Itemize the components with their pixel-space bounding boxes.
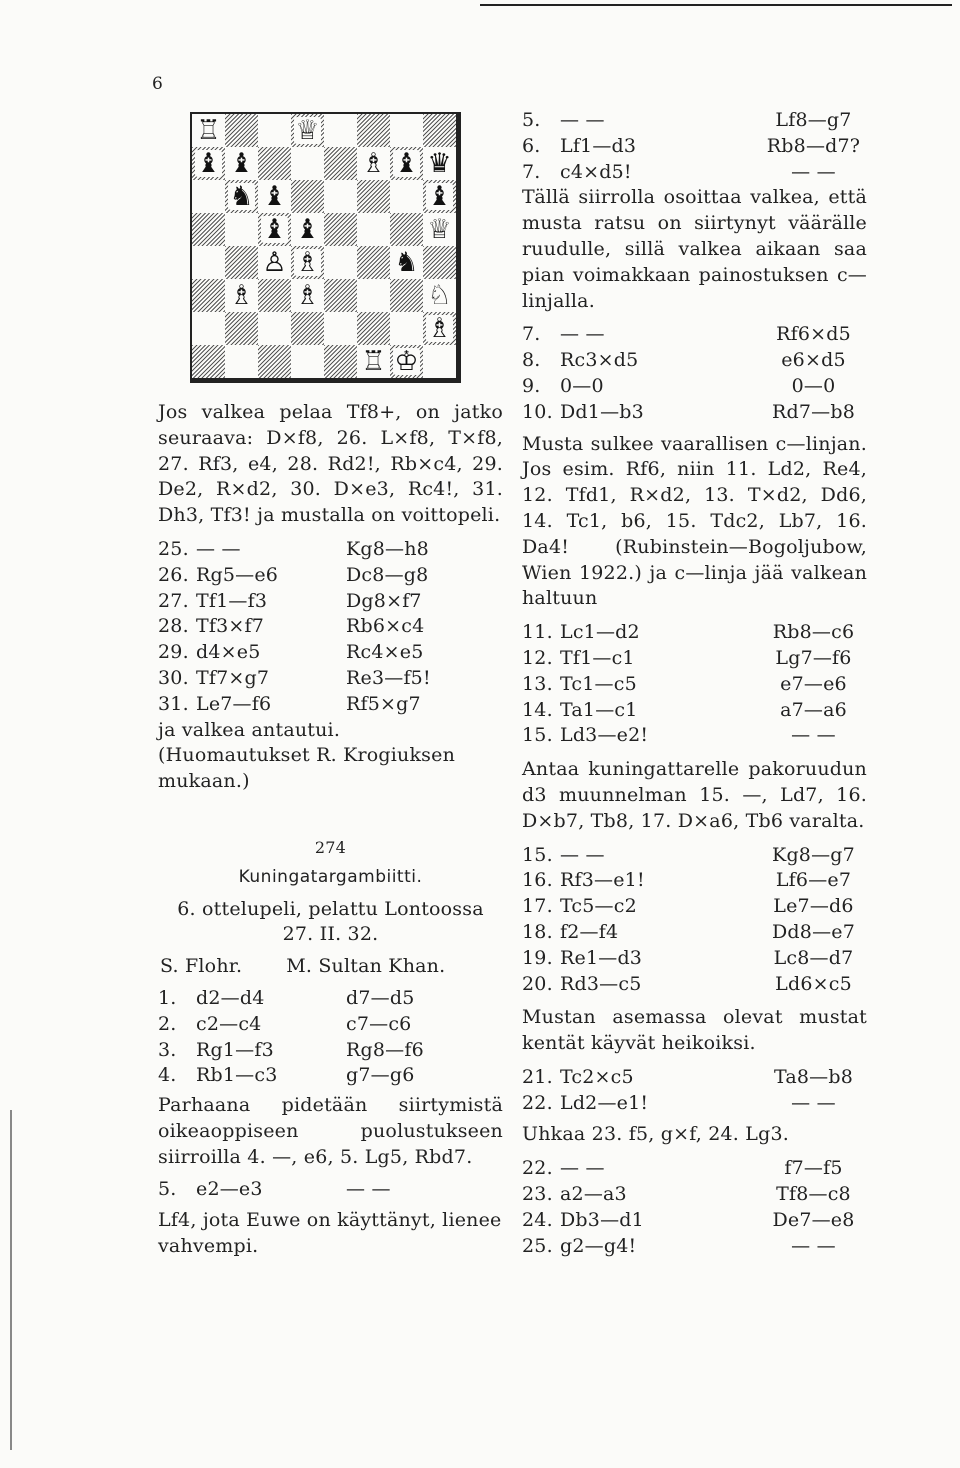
black-move: c7—c6: [346, 1012, 412, 1035]
white-move: Lc1—d2: [560, 621, 640, 644]
black-move: Dg8×f7: [346, 589, 422, 612]
chess-piece-icon: ♙: [262, 247, 287, 278]
move-row: [522, 920, 867, 946]
move-row: [522, 1208, 867, 1234]
move-number: 19.: [522, 946, 553, 969]
chess-piece-icon: ♝: [262, 181, 287, 212]
move-row: [158, 640, 503, 666]
move-number: 5.: [158, 1177, 177, 1200]
board-square: [390, 279, 423, 312]
black-move: Lg7—f6: [775, 646, 852, 669]
black-move: Rb8—c6: [772, 621, 855, 644]
result-text: ja valkea antautui.: [158, 718, 341, 741]
white-move: a2—a3: [560, 1183, 627, 1206]
opening-title: Kuningatargambiitti.: [238, 866, 423, 887]
move-number: 25.: [158, 537, 189, 560]
black-move: Rb6×c4: [346, 615, 425, 638]
black-move: Rf6×d5: [776, 323, 851, 346]
board-square: [357, 213, 390, 246]
board-square: [324, 147, 357, 180]
board-square: [291, 147, 324, 180]
move-row: [522, 400, 867, 426]
board-square: [423, 279, 456, 312]
board-square: [258, 213, 291, 246]
white-move: 0—0: [560, 374, 604, 397]
move-number: 30.: [158, 666, 189, 689]
black-move: Dc8—g8: [346, 563, 429, 586]
white-move: Tf1—c1: [560, 646, 635, 669]
move-number: 20.: [522, 972, 553, 995]
chess-piece-icon: ♝: [394, 148, 419, 179]
move-number: 31.: [158, 692, 189, 715]
move-number: 15.: [522, 843, 553, 866]
move-number: 21.: [522, 1065, 553, 1088]
black-move: — —: [346, 1177, 391, 1200]
move-list: [522, 620, 867, 749]
board-square: [357, 114, 390, 147]
board-square: [390, 246, 423, 279]
move-row: [522, 322, 867, 348]
annotation-credit: (Huomautukset R. Krogiuksen mukaan.): [158, 744, 456, 793]
analysis-note: Tällä siirrolla osoittaa valkea, että musta ratsu on siirtynyt väärälle ruudulle, sillä valkea aikaan saa pian voimakkaan painostuksen c—linjalla.: [522, 186, 867, 312]
board-square: [423, 312, 456, 345]
move-number: 7.: [522, 323, 541, 346]
board-square: [258, 345, 291, 378]
move-number: 7.: [522, 160, 541, 183]
move-row: [522, 160, 867, 186]
black-move: 0—0: [791, 374, 836, 397]
board-square: [357, 345, 390, 378]
move-number: 14.: [522, 698, 553, 721]
black-move: Rf5×g7: [346, 692, 421, 715]
white-move: Tc5—c2: [560, 895, 637, 918]
chess-piece-icon: ♘: [427, 280, 452, 311]
move-number: 5.: [522, 109, 541, 131]
move-number: 6.: [522, 134, 541, 157]
chess-piece-icon: ♝: [196, 148, 221, 179]
players: [158, 954, 503, 980]
move-row: [522, 894, 867, 920]
white-move: Ld3—e2!: [560, 724, 649, 747]
board-square: [192, 147, 225, 180]
white-move: Tf3×f7: [196, 615, 265, 638]
move-number: 16.: [522, 869, 553, 892]
black-move: f7—f5: [784, 1157, 843, 1180]
event-line: 6. ottelupeli, pelattu Lontoossa: [177, 897, 484, 920]
move-row: [522, 972, 867, 998]
board-square: [390, 147, 423, 180]
move-row: [522, 868, 867, 894]
board-square: [225, 345, 258, 378]
move-row: [158, 563, 503, 589]
right-column: [522, 108, 867, 1259]
board-square: [324, 180, 357, 213]
move-row: [522, 723, 867, 749]
board-square: [423, 114, 456, 147]
move-number: 28.: [158, 615, 189, 638]
white-move: — —: [560, 323, 605, 346]
black-move: Tf8—c8: [776, 1183, 851, 1206]
move-number: 23.: [522, 1183, 553, 1206]
board-square: [390, 213, 423, 246]
chess-piece-icon: ♗: [361, 148, 386, 179]
black-move: — —: [791, 1091, 836, 1114]
board-square: [423, 345, 456, 378]
black-player: M. Sultan Khan.: [286, 955, 446, 978]
white-move: g2—g4!: [560, 1234, 637, 1257]
move-number: 22.: [522, 1157, 553, 1180]
board-square: [423, 246, 456, 279]
move-number: 8.: [522, 349, 541, 372]
move-row: [522, 1065, 867, 1091]
board-square: [225, 180, 258, 213]
move-list: [522, 108, 867, 185]
black-move: Rg8—f6: [346, 1038, 424, 1061]
chess-piece-icon: ♗: [295, 280, 320, 311]
move-list: [522, 322, 867, 425]
black-move: — —: [791, 160, 836, 183]
white-move: — —: [196, 537, 241, 560]
move-row: [522, 1156, 867, 1182]
move-number: 1.: [158, 986, 177, 1009]
board-square: [423, 180, 456, 213]
black-move: e7—e6: [780, 672, 847, 695]
black-move: e6×d5: [781, 349, 846, 372]
board-square: [423, 147, 456, 180]
move-number: 18.: [522, 920, 553, 943]
chess-piece-icon: ♝: [427, 181, 452, 212]
white-move: Rf3—e1!: [560, 869, 645, 892]
move-number: 2.: [158, 1012, 177, 1035]
white-move: Tc1—c5: [560, 672, 637, 695]
white-move: Tf7×g7: [196, 666, 270, 689]
left-column: [158, 400, 503, 1260]
black-move: Rc4×e5: [346, 641, 424, 664]
move-number: 10.: [522, 400, 553, 423]
move-row: [158, 537, 503, 563]
white-move: Rg1—f3: [196, 1038, 274, 1061]
board-square: [258, 147, 291, 180]
board-square: [225, 279, 258, 312]
white-move: Ta1—c1: [560, 698, 638, 721]
move-row: [522, 1091, 867, 1117]
white-move: — —: [560, 843, 605, 866]
move-row: [158, 589, 503, 615]
board-square: [192, 345, 225, 378]
white-move: Le7—f6: [196, 692, 272, 715]
board-square: [291, 180, 324, 213]
board-square: [357, 279, 390, 312]
white-move: Tf1—f3: [196, 589, 268, 612]
move-row: [522, 946, 867, 972]
black-move: Lf8—g7: [775, 109, 852, 131]
top-rule: [480, 4, 952, 6]
black-move: Lc8—d7: [773, 946, 854, 969]
move-number: 4.: [158, 1064, 177, 1087]
move-row: [522, 348, 867, 374]
move-row: [522, 1234, 867, 1260]
analysis-note: Jos valkea pelaa Tf8+, on jatko seuraava: D×f8, 26. L×f8, T×f8, 27. Rf3, e4, 28. Rd2!, Rb×c4, 29. De2, R×d2, 30. D×e3, Rc4!, 31. Dh3, Tf3! ja mustalla on voittopeli.: [158, 401, 503, 527]
move-number: 26.: [158, 563, 189, 586]
white-move: Tc2×c5: [560, 1065, 634, 1088]
chess-piece-icon: ♔: [394, 346, 419, 377]
black-move: g7—g6: [346, 1064, 415, 1087]
board-square: [390, 180, 423, 213]
move-row: [522, 108, 867, 134]
board-square: [291, 279, 324, 312]
chess-diagram: [190, 112, 461, 383]
board-square: [192, 312, 225, 345]
white-move: Ld2—e1!: [560, 1091, 649, 1114]
board-square: [291, 312, 324, 345]
move-row: [158, 986, 503, 1012]
board-square: [192, 246, 225, 279]
board-square: [324, 312, 357, 345]
analysis-note: Mustan asemassa olevat mustat kentät käyvät heikoiksi.: [522, 1006, 867, 1055]
chess-piece-icon: ♕: [427, 214, 452, 245]
board-square: [357, 312, 390, 345]
black-move: d7—d5: [346, 986, 415, 1009]
game-number: 274: [314, 837, 347, 857]
move-row: [522, 134, 867, 160]
move-row: [158, 1038, 503, 1064]
white-move: Rb1—c3: [196, 1064, 278, 1087]
analysis-note: Antaa kuningattarelle pakoruudun d3 muunnelman 15. —, Ld7, 16. D×b7, Tb8, 17. D×a6, Tb6 varalta.: [522, 758, 867, 832]
chess-piece-icon: ♖: [196, 115, 221, 146]
board-square: [390, 312, 423, 345]
black-move: Rb8—d7?: [766, 134, 861, 157]
board-square: [390, 345, 423, 378]
board-square: [225, 312, 258, 345]
board-square: [324, 114, 357, 147]
white-move: f2—f4: [560, 920, 619, 943]
white-move: e2—e3: [196, 1177, 263, 1200]
board-square: [225, 213, 258, 246]
chess-piece-icon: ♗: [229, 280, 254, 311]
white-move: — —: [560, 109, 605, 131]
black-move: Re3—f5!: [346, 666, 431, 689]
board-square: [324, 213, 357, 246]
analysis-note: Lf4, jota Euwe on käyttänyt, lienee vahvempi.: [158, 1209, 502, 1258]
board-square: [357, 246, 390, 279]
analysis-note: Musta sulkee vaarallisen c—linjan. Jos esim. Rf6, niin 11. Ld2, Re4, 12. Tfd1, R×d2, 13. T×d2, Dd6, 14. Tc1, b6, 15. Tdc2, Lb7, 16. Da4! (Rubinstein—Bogoljubow, Wien 1922.) ja c—linja jää valkean haltuun: [522, 432, 867, 610]
move-number: 27.: [158, 589, 189, 612]
chess-piece-icon: ♝: [295, 214, 320, 245]
margin-rule: [10, 1110, 12, 1450]
move-number: 29.: [158, 641, 189, 664]
move-number: 3.: [158, 1038, 177, 1061]
board-square: [192, 114, 225, 147]
black-move: Dd8—e7: [771, 920, 856, 943]
board-square: [258, 114, 291, 147]
white-move: Rd3—c5: [560, 972, 642, 995]
chess-piece-icon: ♝: [229, 148, 254, 179]
board-square: [324, 345, 357, 378]
move-row: [522, 672, 867, 698]
chess-piece-icon: ♞: [394, 247, 419, 278]
board-square: [291, 246, 324, 279]
white-move: d4×e5: [196, 641, 261, 664]
move-number: 22.: [522, 1091, 553, 1114]
black-move: Rd7—b8: [771, 400, 855, 423]
black-move: a7—a6: [780, 698, 847, 721]
move-row: [158, 614, 503, 640]
board-square: [258, 312, 291, 345]
move-row: [522, 620, 867, 646]
board-square: [324, 246, 357, 279]
move-list: [158, 1177, 503, 1203]
move-list: [522, 1156, 867, 1259]
page-number: 6: [152, 74, 163, 94]
analysis-note: Uhkaa 23. f5, g×f, 24. Lg3.: [522, 1123, 789, 1146]
black-move: Kg8—g7: [772, 843, 855, 866]
board-square: [258, 279, 291, 312]
move-number: 13.: [522, 672, 553, 695]
move-row: [522, 1182, 867, 1208]
board-square: [225, 147, 258, 180]
black-move: Ta8—b8: [773, 1065, 854, 1088]
white-move: Re1—d3: [560, 946, 643, 969]
black-move: Kg8—h8: [346, 537, 429, 560]
white-move: Rg5—e6: [196, 563, 279, 586]
white-move: Dd1—b3: [560, 400, 644, 423]
move-number: 12.: [522, 646, 553, 669]
white-move: c2—c4: [196, 1012, 262, 1035]
board-square: [192, 279, 225, 312]
white-move: Lf1—d3: [560, 134, 637, 157]
black-move: Ld6×c5: [775, 972, 852, 995]
board-square: [291, 114, 324, 147]
black-move: Lf6—e7: [775, 869, 852, 892]
black-move: De7—e8: [772, 1208, 855, 1231]
move-row: [522, 646, 867, 672]
chess-piece-icon: ♕: [295, 115, 320, 146]
board-square: [423, 213, 456, 246]
move-number: 24.: [522, 1208, 553, 1231]
white-move: Rc3×d5: [560, 349, 639, 372]
move-row: [522, 698, 867, 724]
date-line: 27. II. 32.: [282, 923, 379, 946]
board-square: [291, 345, 324, 378]
chess-piece-icon: ♖: [361, 346, 386, 377]
board-square: [192, 213, 225, 246]
move-row: [158, 1177, 503, 1203]
black-move: — —: [791, 724, 836, 747]
move-row: [158, 692, 503, 718]
board-square: [225, 114, 258, 147]
move-row: [158, 1063, 503, 1089]
black-move: — —: [791, 1234, 836, 1257]
move-list: [158, 986, 503, 1089]
board-square: [291, 213, 324, 246]
chess-piece-icon: ♗: [427, 313, 452, 344]
move-row: [158, 666, 503, 692]
move-number: 15.: [522, 724, 553, 747]
move-number: 11.: [522, 621, 553, 644]
board-square: [357, 147, 390, 180]
move-list: [522, 843, 867, 998]
move-list: [158, 537, 503, 718]
white-player: S. Flohr.: [160, 955, 243, 978]
analysis-note: Parhaana pidetään siirtymistä oikeaoppiseen puolustukseen siirroilla 4. —, e6, 5. Lg5, Rbd7.: [158, 1094, 503, 1168]
white-move: d2—d4: [196, 986, 265, 1009]
board-square: [390, 114, 423, 147]
white-move: c4×d5!: [560, 160, 632, 183]
chess-piece-icon: ♝: [262, 214, 287, 245]
chess-piece-icon: ♗: [295, 247, 320, 278]
move-list: [522, 1065, 867, 1117]
board-square: [258, 180, 291, 213]
board-square: [258, 246, 291, 279]
chess-piece-icon: ♛: [427, 148, 452, 179]
move-row: [522, 843, 867, 869]
move-number: 9.: [522, 374, 541, 397]
board-square: [357, 180, 390, 213]
move-row: [522, 374, 867, 400]
board-square: [192, 180, 225, 213]
black-move: Le7—d6: [773, 895, 854, 918]
white-move: Db3—d1: [560, 1208, 644, 1231]
white-move: — —: [560, 1157, 605, 1180]
move-number: 17.: [522, 895, 553, 918]
board-square: [324, 279, 357, 312]
move-number: 25.: [522, 1234, 553, 1257]
move-row: [158, 1012, 503, 1038]
chess-piece-icon: ♞: [229, 181, 254, 212]
board-square: [225, 246, 258, 279]
